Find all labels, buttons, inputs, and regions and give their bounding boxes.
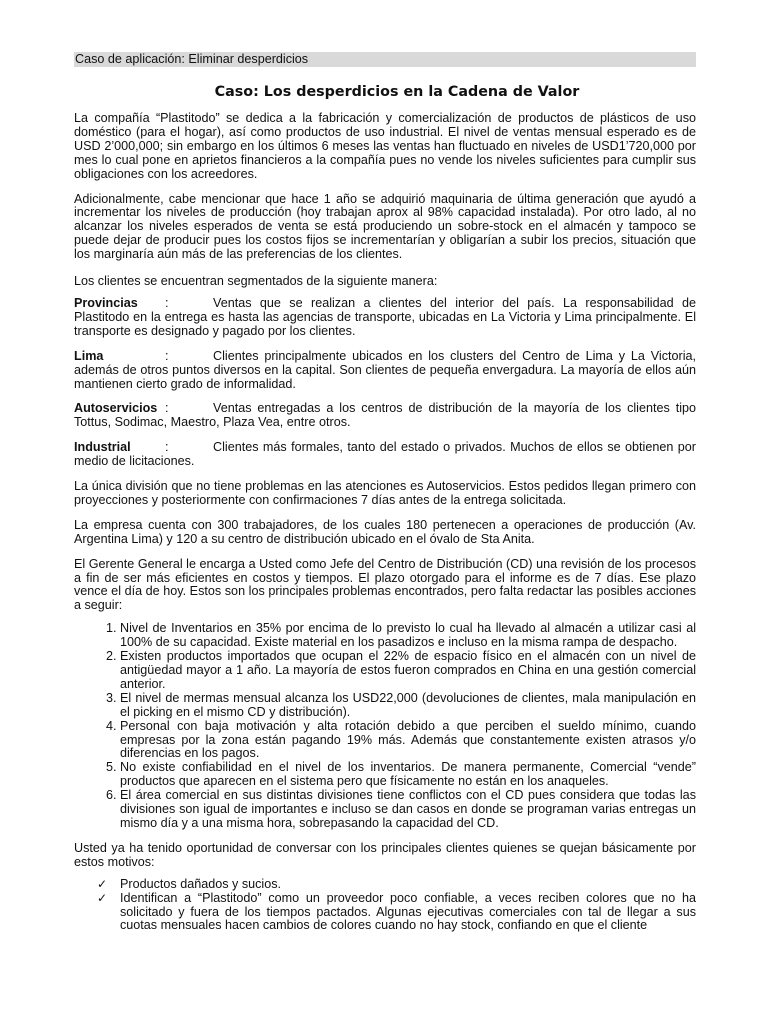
segment-industrial <box>74 441 696 469</box>
segment-colon: : <box>165 295 169 310</box>
segment-description: Clientes más formales, tanto del estado o privados. Muchos de ellos se obtienen por <box>213 440 696 455</box>
body-paragraph: El Gerente General le encarga a Usted como Jefe del Centro de Distribución (CD) una revisión de los procesos a fin de ser más eficientes en costos y tiempos. El plazo otorgado para el informe es de 7 días. Ese plazo vence el día de hoy. Estos son los principales problemas encontrados, pero falta redactar las posibles acciones a seguir: <box>74 556 696 613</box>
segment-description-rest: además de otros puntos diversos en la capital. Son clientes de pequeña envergadura. La mayoría de ellos aún mantienen cierto grado de informalidad. <box>74 362 696 391</box>
document-header-bar: Caso de aplicación: Eliminar desperdicios <box>74 52 696 67</box>
closing-paragraph: Usted ya ha tenido oportunidad de conversar con los principales clientes quienes se quejan básicamente por estos motivos: <box>74 840 696 869</box>
segment-label: Lima <box>74 348 104 363</box>
intro-paragraph: La compañía “Plastitodo” se dedica a la fabricación y comercialización de productos de plásticos de uso doméstico (para el hogar), así como productos de uso industrial. El nivel de ventas mensual esperado es de USD 2’000,000; sin embargo en los últimos 6 meses las ventas han fluctuado en niveles de USD1’720,000 por mes lo cual pone en aprietos financieros a la compañía pues no vende los niveles suficientes para cumplir sus obligaciones con los acreedores. <box>74 111 696 181</box>
segment-description: Clientes principalmente ubicados en los clusters del Centro de Lima y La Victoria, <box>213 348 696 363</box>
check-icon: ✓ <box>97 876 108 891</box>
problems-list <box>74 622 696 831</box>
segment-label: Provincias <box>74 295 138 310</box>
problem-item: 3. El nivel de mermas mensual alcanza los USD22,000 (devoluciones de clientes, mala manipulación en el picking en el mismo CD y distribución). <box>120 692 696 720</box>
document-page <box>74 52 696 933</box>
segment-label: Industrial <box>74 440 131 455</box>
body-paragraph: La única división que no tiene problemas en las atenciones es Autoservicios. Estos pedidos llegan primero con proyecciones y posteriormente con confirmaciones 7 días antes de la entrega solicitada. <box>74 479 696 507</box>
segment-colon: : <box>165 440 169 455</box>
segments-intro: Los clientes se encuentran segmentados de la siguiente manera: <box>74 274 438 289</box>
complaints-list <box>74 878 696 934</box>
body-paragraph: La empresa cuenta con 300 trabajadores, de los cuales 180 pertenecen a operaciones de producción (Av. Argentina Lima) y 120 a su centro de distribución ubicado en el óvalo de Sta Anita. <box>74 517 696 546</box>
problem-item: 4. Personal con baja motivación y alta rotación debido a que perciben el sueldo mínimo, cuando empresas por la zona están pagando 19% más. Además que constantemente existen atrasos y/o diferencias en los pagos. <box>120 720 696 762</box>
segment-label: Autoservicios <box>74 401 158 416</box>
segment-autoservicios <box>74 402 696 430</box>
segment-colon: : <box>165 348 169 363</box>
complaint-item <box>97 892 696 934</box>
complaint-text: Identifican a “Plastitodo” como un proveedor poco confiable, a veces reciben colores que no ha solicitado y fuera de los tiempos pactados. Algunas ejecutivas comerciales con tal de llegar a sus cuotas mensuales hacen cambios de colores cuando no hay stock, confiando en que el cliente <box>120 890 696 933</box>
segment-colon: : <box>165 401 169 416</box>
intro-paragraph: Adicionalmente, cabe mencionar que hace 1 año se adquirió maquinaria de última generación que ayudó a incrementar los niveles de producción (hoy trabajan aprox al 98% capacidad instalada). Por otro lado, al no alcanzar los niveles esperados de venta se está produciendo un sobre-stock en el almacén y tampoco se puede dejar de producir pues los costos fijos se incrementarían y obligarían a subir los precios, situación que los marginaría aún más de las preferencias de los clientes. <box>74 191 696 262</box>
segment-description-rest: Plastitodo en la entrega es hasta las agencias de transporte, ubicadas en La Victoria y Lima principalmente. El transporte es designado y pagado por los clientes. <box>74 309 696 338</box>
problem-item: 6. El área comercial en sus distintas divisiones tiene conflictos con el CD pues considera que todas las divisiones son igual de importantes e incluso se dan casos en donde se programan varias entregas un mismo día y a una misma hora, sobrepasando la capacidad del CD. <box>120 789 696 831</box>
problem-item: 2. Existen productos importados que ocupan el 22% de espacio físico en el almacén con un nivel de antigüedad mayor a 1 año. La mayoría de estos fueron comprados en China en una gestión comercial anterior. <box>120 650 696 692</box>
segment-description-rest: Tottus, Sodimac, Maestro, Plaza Vea, entre otros. <box>74 415 351 430</box>
check-icon: ✓ <box>97 890 108 905</box>
segment-lima <box>74 350 696 392</box>
segment-description: Ventas que se realizan a clientes del interior del país. La responsabilidad de <box>213 295 696 310</box>
complaint-item <box>97 878 696 892</box>
problem-item: 1. Nivel de Inventarios en 35% por encima de lo previsto lo cual ha llevado al almacén a utilizar casi al 100% de su capacidad. Existe material en los pasadizos e incluso en la misma rampa de despacho. <box>120 622 696 650</box>
problem-item: 5. No existe confiabilidad en el nivel de los inventarios. De manera permanente, Comercial “vende” productos que aparecen en el sistema pero que físicamente no están en los anaqueles. <box>120 761 696 789</box>
case-title: Caso: Los desperdicios en la Cadena de Valor <box>214 84 580 100</box>
segment-provincias <box>74 297 696 339</box>
segment-description-rest: medio de licitaciones. <box>74 454 195 469</box>
segment-description: Ventas entregadas a los centros de distribución de la mayoría de los clientes tipo <box>213 401 696 416</box>
complaint-text: Productos dañados y sucios. <box>120 876 282 891</box>
